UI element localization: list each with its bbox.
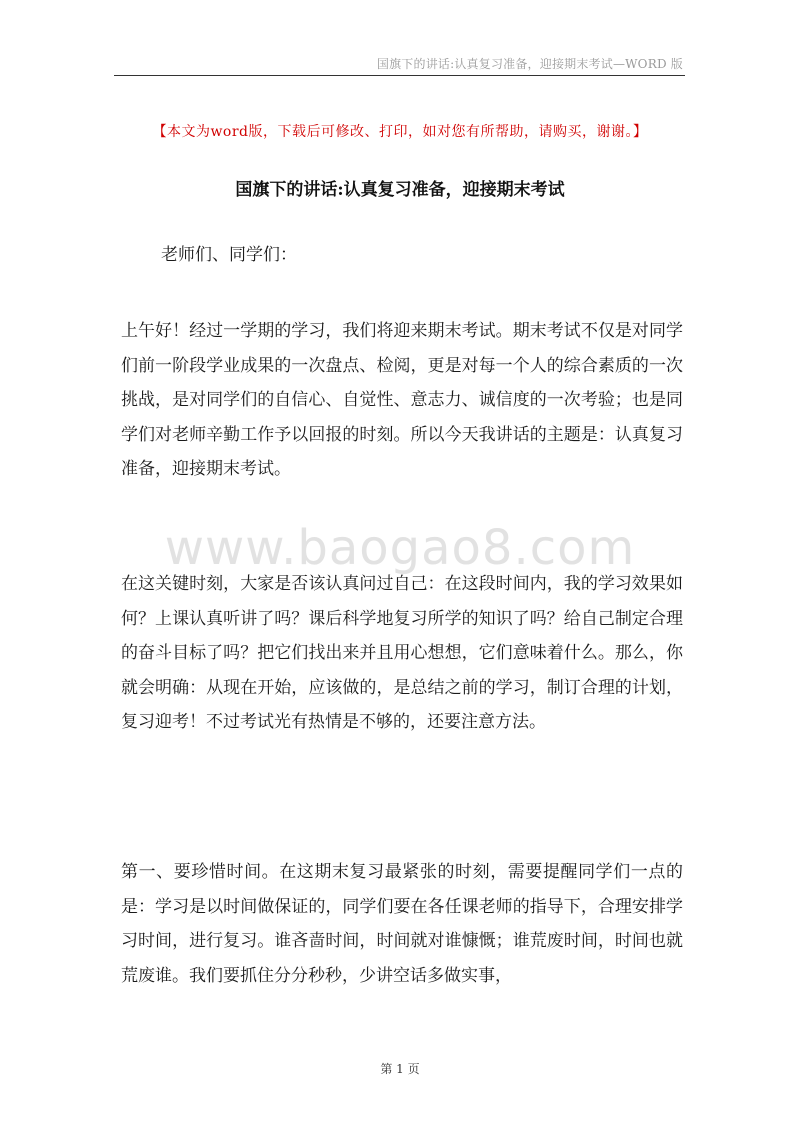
paragraph-3: 第一、要珍惜时间。在这期末复习最紧张的时刻，需要提醒同学们一点的是：学习是以时间做保证的，同学们要在各任课老师的指导下，合理安排学习时间，进行复习。谁吝啬时间，时间就对谁慷慨；谁荒废时间，时间也就荒废谁。我们要抓住分分秒秒，少讲空话多做实事， (121, 862, 683, 986)
header-divider (114, 75, 685, 76)
page-number: 第 1 页 (380, 1062, 420, 1076)
site-watermark: www.baogao8.com (164, 520, 636, 576)
document-title: 国旗下的讲话:认真复习准备，迎接期末考试 (235, 180, 565, 200)
paragraph-1: 上午好！经过一学期的学习，我们将迎来期末考试。期末考试不仅是对同学们前一阶段学业成果的一次盘点、检阅，更是对每一个人的综合素质的一次挑战，是对同学们的自信心、自觉性、意志力、诚信度的一次考验；也是同学们对老师辛勤工作予以回报的时刻。所以今天我讲话的主题是：认真复习准备，迎接期末考试。 (121, 321, 683, 479)
purchase-notice: 【本文为word版，下载后可修改、打印，如对您有所帮助，请购买，谢谢。】 (152, 124, 648, 140)
paragraph-2: 在这关键时刻，大家是否该认真问过自己：在这段时间内，我的学习效果如何？上课认真听讲了吗？课后科学地复习所学的知识了吗？给自己制定合理的奋斗目标了吗？把它们找出来并且用心想想，它们意味着什么。那么，你就会明确：从现在开始，应该做的，是总结之前的学习，制订合理的计划，复习迎考！不过考试光有热情是不够的，还要注意方法。 (121, 574, 683, 732)
greeting-line: 老师们、同学们： (161, 245, 297, 265)
running-header: 国旗下的讲话:认真复习准备，迎接期末考试—WORD 版 (376, 57, 683, 71)
